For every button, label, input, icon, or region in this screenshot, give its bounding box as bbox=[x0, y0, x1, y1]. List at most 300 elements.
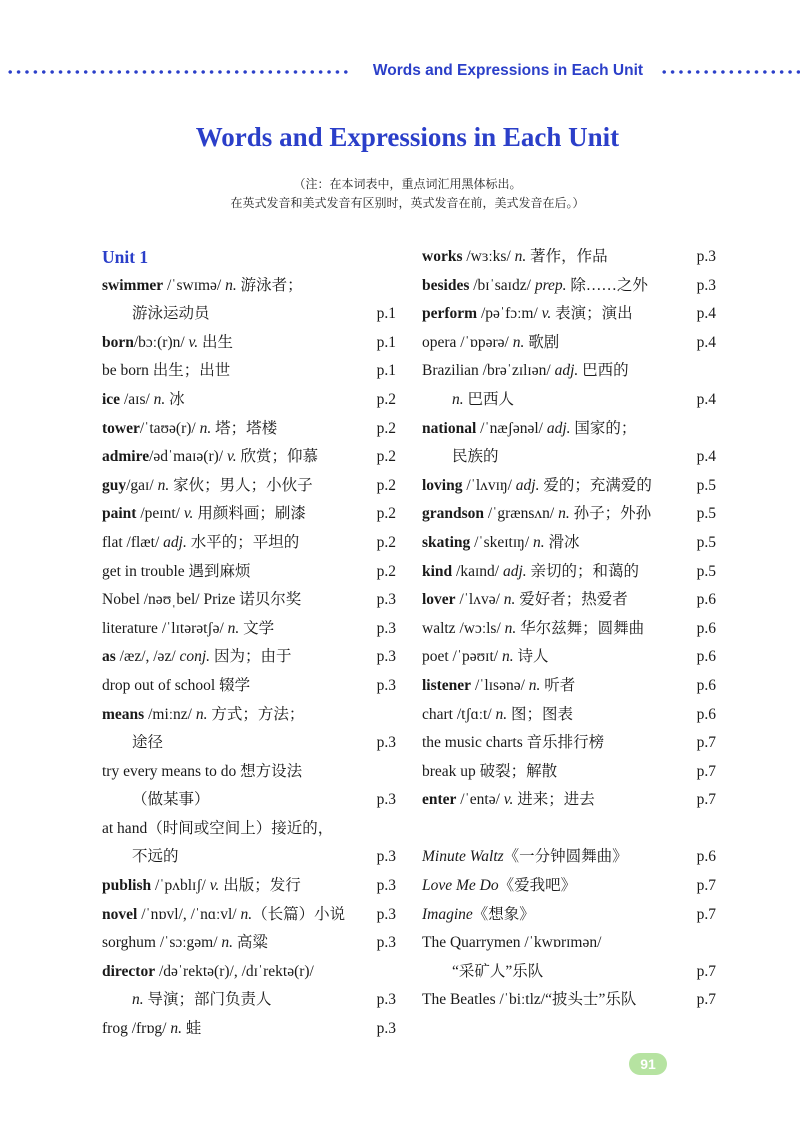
vocab-entry bbox=[102, 929, 396, 958]
dotted-rule-left bbox=[6, 70, 352, 74]
part-of-speech: v. bbox=[541, 305, 552, 323]
entry-text bbox=[422, 243, 608, 272]
part-of-speech: n. bbox=[512, 333, 525, 351]
part-of-speech: conj. bbox=[179, 648, 211, 666]
headword: skating bbox=[422, 533, 471, 551]
page-title: Words and Expressions in Each Unit bbox=[195, 122, 620, 152]
entry-pron: /gaɪ/ bbox=[126, 476, 158, 494]
definition: 欣赏；仰慕 bbox=[236, 448, 318, 466]
entry-text bbox=[422, 901, 535, 930]
vocab-entry bbox=[102, 386, 396, 415]
vocab-entry bbox=[422, 615, 716, 644]
entry-text bbox=[102, 701, 304, 730]
entry-pron: literature /ˈlɪtərətʃə/ bbox=[102, 619, 228, 637]
entry-text bbox=[422, 415, 636, 444]
definition: 出版；发行 bbox=[219, 877, 301, 895]
vocab-entry bbox=[422, 929, 716, 958]
entry-pron: 《爱我吧》 bbox=[498, 877, 577, 895]
left-column bbox=[102, 243, 396, 1044]
definition: 亲切的；和蔼的 bbox=[526, 562, 640, 580]
entry-text bbox=[422, 500, 651, 529]
entry-text bbox=[422, 386, 514, 415]
entry-text bbox=[422, 929, 601, 958]
page-ref: p.5 bbox=[696, 562, 716, 580]
part-of-speech: n. bbox=[501, 648, 514, 666]
headword: kind bbox=[422, 562, 453, 580]
headword: lover bbox=[422, 591, 456, 609]
entry-text bbox=[422, 558, 639, 587]
page-ref: p.3 bbox=[376, 991, 396, 1009]
page-ref: p.1 bbox=[376, 305, 396, 323]
page-ref: p.3 bbox=[376, 877, 396, 895]
vocab-entry bbox=[422, 786, 716, 815]
headword: swimmer bbox=[102, 276, 164, 294]
page-ref: p.3 bbox=[376, 591, 396, 609]
definition: （长篇）小说 bbox=[252, 905, 346, 923]
entry-text bbox=[102, 329, 233, 358]
page-ref: p.2 bbox=[376, 390, 396, 408]
running-header bbox=[0, 60, 800, 84]
definition: 巴西人 bbox=[463, 390, 515, 408]
entry-text bbox=[422, 701, 573, 730]
page-ref: p.3 bbox=[696, 276, 716, 294]
entry-pron: at hand（时间或空间上）接近的， bbox=[102, 819, 334, 837]
entry-text bbox=[422, 300, 633, 329]
vocab-entry bbox=[102, 357, 396, 386]
vocab-entry bbox=[102, 529, 396, 558]
entry-text bbox=[102, 500, 306, 529]
right-column bbox=[422, 243, 716, 1015]
page-ref: p.1 bbox=[376, 333, 396, 351]
page-ref: p.3 bbox=[376, 648, 396, 666]
vocab-entry bbox=[422, 901, 716, 930]
headword: director bbox=[102, 962, 156, 980]
part-of-speech: n. bbox=[528, 676, 541, 694]
vocab-entry bbox=[102, 643, 396, 672]
vocab-entry bbox=[422, 672, 716, 701]
definition: 途径 bbox=[132, 734, 164, 752]
entry-text bbox=[422, 586, 628, 615]
entry-pron: break up 破裂；解散 bbox=[422, 762, 558, 780]
entry-pron: chart /tʃɑːt/ bbox=[422, 705, 496, 723]
part-of-speech: adj. bbox=[502, 562, 527, 580]
entry-pron: opera /ˈɒpərə/ bbox=[422, 333, 513, 351]
entry-text bbox=[422, 529, 580, 558]
headword: besides bbox=[422, 276, 470, 294]
note-line-2: 在英式发音和美式发音有区别时，英式发音在前，美式发音在后。） bbox=[230, 196, 585, 210]
part-of-speech: v. bbox=[503, 791, 514, 809]
vocab-entry bbox=[102, 329, 396, 358]
definition: 滑冰 bbox=[544, 533, 580, 551]
headword: listener bbox=[422, 676, 472, 694]
vocab-entry bbox=[422, 443, 716, 472]
page-number: 91 bbox=[629, 1053, 667, 1075]
part-of-speech: n. bbox=[221, 934, 234, 952]
vocab-entry bbox=[422, 300, 716, 329]
definition: 因为；由于 bbox=[210, 648, 292, 666]
page-ref: p.3 bbox=[376, 905, 396, 923]
part-of-speech: adj. bbox=[515, 476, 540, 494]
definition: 文学 bbox=[239, 619, 275, 637]
entry-pron: /ˈnæʃənəl/ bbox=[476, 419, 547, 437]
entry-text bbox=[422, 615, 644, 644]
page-ref: p.2 bbox=[376, 533, 396, 551]
vocab-entry bbox=[422, 558, 716, 587]
part-of-speech: n. bbox=[504, 619, 517, 637]
entry-pron: The Quarrymen /ˈkwɒrɪmən/ bbox=[422, 934, 602, 952]
unit-heading: Unit 1 bbox=[102, 247, 149, 267]
page-ref: p.6 bbox=[696, 591, 716, 609]
definition: 游泳者； bbox=[236, 276, 303, 294]
entry-text bbox=[102, 672, 250, 701]
definition: 爱的；充满爱的 bbox=[539, 476, 652, 494]
entry-text bbox=[422, 443, 499, 472]
entry-text bbox=[422, 986, 636, 1015]
definition: 塔；塔楼 bbox=[211, 419, 278, 437]
part-of-speech: adj. bbox=[163, 533, 187, 551]
entry-text bbox=[102, 586, 301, 615]
definition: 孙子；外孙 bbox=[569, 505, 652, 523]
page-ref: p.5 bbox=[696, 533, 716, 551]
vocab-entry bbox=[102, 500, 396, 529]
vocab-entry bbox=[422, 386, 716, 415]
vocab-entry bbox=[102, 958, 396, 987]
vocab-entry bbox=[102, 815, 396, 844]
part-of-speech: n. bbox=[227, 619, 240, 637]
entry-pron: 《想象》 bbox=[472, 905, 535, 923]
entry-text bbox=[102, 357, 230, 386]
vocab-entry bbox=[422, 415, 716, 444]
entry-text bbox=[422, 272, 648, 301]
entry-text bbox=[422, 758, 557, 787]
entry-pron: /aɪs/ bbox=[120, 390, 154, 408]
vocab-entry bbox=[102, 843, 396, 872]
headword: grandson bbox=[422, 505, 485, 523]
part-of-speech: adj. bbox=[554, 362, 579, 380]
entry-text bbox=[102, 729, 163, 758]
definition: 不远的 bbox=[132, 848, 179, 866]
vocab-entry bbox=[102, 729, 396, 758]
part-of-speech: v. bbox=[188, 333, 199, 351]
part-of-speech: n. bbox=[240, 905, 253, 923]
entry-pron: poet /ˈpəʊɪt/ bbox=[422, 648, 502, 666]
entry-text bbox=[102, 529, 299, 558]
entry-pron: /ˈlʌvɪŋ/ bbox=[462, 476, 516, 494]
entry-text bbox=[102, 415, 277, 444]
vocab-entry bbox=[102, 472, 396, 501]
headword: works bbox=[422, 248, 463, 265]
headword: publish bbox=[102, 877, 152, 895]
definition: 出生 bbox=[198, 333, 234, 351]
headword: ice bbox=[102, 390, 121, 408]
headword: paint bbox=[102, 505, 137, 523]
vocab-entry bbox=[422, 843, 716, 872]
entry-pron: /peɪnt/ bbox=[136, 505, 184, 523]
entry-pron: sorghum /ˈsɔːgəm/ bbox=[102, 934, 222, 952]
definition: 除……之外 bbox=[566, 276, 648, 294]
page-ref: p.7 bbox=[696, 962, 716, 980]
vocab-entry bbox=[102, 586, 396, 615]
entry-pron: /æz/, /əz/ bbox=[115, 648, 180, 666]
page-ref: p.2 bbox=[376, 448, 396, 466]
title-italic: Love Me Do bbox=[422, 877, 499, 895]
entry-pron: 《一分钟圆舞曲》 bbox=[503, 848, 628, 866]
definition: 巴西的 bbox=[578, 362, 629, 380]
vocab-entry bbox=[422, 701, 716, 730]
page-ref: p.6 bbox=[696, 648, 716, 666]
entry-pron: be born 出生；出世 bbox=[102, 362, 231, 380]
headword: perform bbox=[422, 305, 478, 323]
part-of-speech: v. bbox=[209, 877, 220, 895]
entry-pron: Nobel /nəʊˌbel/ Prize 诺贝尔奖 bbox=[102, 591, 302, 609]
entry-pron: /ˈskeɪtɪŋ/ bbox=[470, 533, 534, 551]
page-ref: p.5 bbox=[696, 476, 716, 494]
definition: 国家的； bbox=[570, 419, 637, 437]
headword: novel bbox=[102, 905, 138, 923]
entry-pron: the music charts 音乐排行榜 bbox=[422, 734, 605, 752]
vocab-entry bbox=[422, 758, 716, 787]
vocab-entry bbox=[422, 529, 716, 558]
definition: 民族的 bbox=[452, 448, 499, 466]
entry-pron: /bɔː(r)n/ bbox=[133, 333, 189, 351]
page-ref: p.3 bbox=[376, 791, 396, 809]
headword: admire bbox=[102, 448, 150, 466]
headword: tower bbox=[102, 419, 140, 437]
entry-text bbox=[102, 300, 210, 329]
page-ref: p.7 bbox=[696, 791, 716, 809]
entry-pron: /ˈlɪsənə/ bbox=[471, 676, 529, 694]
entry-text bbox=[422, 958, 543, 987]
part-of-speech: adj. bbox=[546, 419, 571, 437]
page-ref: p.3 bbox=[376, 734, 396, 752]
entry-text bbox=[422, 329, 559, 358]
page-ref: p.4 bbox=[696, 305, 716, 323]
page-ref: p.4 bbox=[696, 333, 716, 351]
entry-pron: /kaɪnd/ bbox=[452, 562, 503, 580]
section-gap bbox=[422, 815, 716, 844]
vocab-entry bbox=[422, 472, 716, 501]
part-of-speech: v. bbox=[183, 505, 194, 523]
entry-text bbox=[422, 357, 629, 386]
entry-pron: get in trouble 遇到麻烦 bbox=[102, 562, 251, 580]
vocab-entry bbox=[102, 1015, 396, 1044]
vocab-entry bbox=[102, 786, 396, 815]
part-of-speech: prep. bbox=[534, 276, 567, 294]
entry-pron: frog /frɒg/ bbox=[102, 1020, 171, 1038]
entry-text bbox=[102, 843, 179, 872]
entry-text bbox=[422, 729, 604, 758]
entry-text bbox=[422, 643, 548, 672]
entry-pron: /wɜːks/ bbox=[462, 248, 515, 265]
entry-text bbox=[422, 843, 628, 872]
vocab-entry bbox=[102, 758, 396, 787]
page-ref: p.3 bbox=[376, 848, 396, 866]
entry-text bbox=[422, 672, 575, 701]
definition: 歌剧 bbox=[524, 333, 560, 351]
dotted-rule-right bbox=[660, 70, 800, 74]
headword: national bbox=[422, 419, 477, 437]
definition: （做某事） bbox=[132, 791, 210, 809]
definition: 家伙；男人；小伙子 bbox=[169, 476, 313, 494]
definition: 进来；进去 bbox=[513, 791, 595, 809]
entry-text bbox=[102, 786, 210, 815]
part-of-speech: v. bbox=[226, 448, 237, 466]
title-italic: Minute Waltz bbox=[422, 848, 504, 866]
left-entry-list bbox=[102, 272, 396, 1044]
page-ref: p.2 bbox=[376, 419, 396, 437]
entry-text bbox=[102, 643, 291, 672]
page-ref: p.7 bbox=[696, 905, 716, 923]
headword: guy bbox=[102, 476, 127, 494]
entry-text bbox=[102, 386, 185, 415]
entry-text bbox=[102, 986, 272, 1015]
page-ref: p.4 bbox=[696, 390, 716, 408]
headword: loving bbox=[422, 476, 463, 494]
entry-text bbox=[102, 443, 318, 472]
part-of-speech: n. bbox=[495, 705, 508, 723]
page-ref: p.7 bbox=[696, 734, 716, 752]
part-of-speech: n. bbox=[452, 390, 464, 408]
entry-pron: /ˈnɒvl/, /ˈnɑːvl/ bbox=[137, 905, 241, 923]
entry-pron: /ˈpʌblɪʃ/ bbox=[151, 877, 210, 895]
definition: 蛙 bbox=[182, 1020, 202, 1038]
vocab-entry bbox=[102, 558, 396, 587]
definition: 导演；部门负责人 bbox=[143, 991, 272, 1009]
page-ref: p.6 bbox=[696, 705, 716, 723]
page-ref: p.2 bbox=[376, 505, 396, 523]
entry-text bbox=[102, 815, 333, 844]
page-ref: p.4 bbox=[696, 448, 716, 466]
entry-pron: /ˈswɪmə/ bbox=[163, 276, 226, 294]
part-of-speech: n. bbox=[195, 705, 208, 723]
entry-pron: /ədˈmaɪə(r)/ bbox=[149, 448, 227, 466]
part-of-speech: n. bbox=[199, 419, 212, 437]
page-ref: p.6 bbox=[696, 619, 716, 637]
entry-pron: /bɪˈsaɪdz/ bbox=[469, 276, 535, 294]
definition: 高粱 bbox=[233, 934, 268, 952]
part-of-speech: n. bbox=[157, 476, 170, 494]
page-ref: p.7 bbox=[696, 991, 716, 1009]
page-ref: p.3 bbox=[376, 934, 396, 952]
headword: means bbox=[102, 705, 145, 723]
entry-text bbox=[102, 929, 268, 958]
page-ref: p.3 bbox=[376, 1020, 396, 1038]
part-of-speech: n. bbox=[503, 591, 516, 609]
definition: 方式；方法； bbox=[207, 705, 305, 723]
running-header-title: Words and Expressions in Each Unit bbox=[372, 62, 644, 79]
entry-pron: Brazilian /brəˈzɪlɪən/ bbox=[422, 362, 555, 380]
entry-pron: /ˈtaʊə(r)/ bbox=[139, 419, 200, 437]
part-of-speech: n. bbox=[132, 991, 144, 1009]
page-ref: p.3 bbox=[696, 248, 716, 265]
part-of-speech: n. bbox=[533, 533, 545, 551]
entry-pron: waltz /wɔːls/ bbox=[422, 619, 505, 637]
definition: 冰 bbox=[165, 390, 185, 408]
vocab-entry bbox=[422, 872, 716, 901]
entry-text bbox=[102, 901, 345, 930]
definition: 华尔兹舞；圆舞曲 bbox=[516, 619, 645, 637]
entry-text bbox=[422, 472, 652, 501]
entry-text bbox=[102, 758, 302, 787]
headword: as bbox=[102, 648, 116, 666]
vocab-entry bbox=[102, 901, 396, 930]
vocab-entry bbox=[102, 672, 396, 701]
definition: 爱好者；热爱者 bbox=[515, 591, 628, 609]
definition: 用颜料画；刷漆 bbox=[193, 505, 306, 523]
entry-pron: /ˈentə/ bbox=[456, 791, 504, 809]
title-italic: Imagine bbox=[422, 905, 473, 923]
vocab-entry bbox=[102, 872, 396, 901]
vocab-entry bbox=[422, 272, 716, 301]
entry-pron: /dəˈrektə(r)/, /dɪˈrektə(r)/ bbox=[155, 962, 314, 980]
entry-pron: /ˈlʌvə/ bbox=[455, 591, 504, 609]
entry-text bbox=[102, 958, 314, 987]
page-ref: p.3 bbox=[376, 676, 396, 694]
vocab-entry bbox=[422, 643, 716, 672]
entry-pron: flat /flæt/ bbox=[102, 533, 164, 551]
page-ref: p.6 bbox=[696, 848, 716, 866]
vocab-entry bbox=[422, 986, 716, 1015]
entry-text bbox=[102, 272, 303, 301]
vocab-entry bbox=[422, 357, 716, 386]
page-ref: p.5 bbox=[696, 505, 716, 523]
entry-pron: drop out of school 辍学 bbox=[102, 676, 251, 694]
definition: 著作，作品 bbox=[526, 248, 608, 265]
note-line-1: （注：在本词表中，重点词汇用黑体标出。 bbox=[293, 177, 522, 191]
definition: 听者 bbox=[540, 676, 576, 694]
page-ref: p.6 bbox=[696, 676, 716, 694]
entry-pron: The Beatles /ˈbiːtlz/“披头士”乐队 bbox=[422, 991, 637, 1009]
vocab-entry bbox=[422, 586, 716, 615]
definition: 诗人 bbox=[513, 648, 549, 666]
entry-text bbox=[102, 558, 251, 587]
vocab-entry bbox=[422, 958, 716, 987]
vocab-entry bbox=[422, 329, 716, 358]
headword: born bbox=[102, 333, 134, 351]
entry-text bbox=[422, 872, 576, 901]
vocab-entry bbox=[102, 272, 396, 301]
vocab-entry bbox=[422, 729, 716, 758]
page-ref: p.2 bbox=[376, 476, 396, 494]
page-ref: p.1 bbox=[376, 362, 396, 380]
definition: “采矿人”乐队 bbox=[452, 962, 544, 980]
page-ref: p.7 bbox=[696, 877, 716, 895]
entry-pron: /miːnz/ bbox=[144, 705, 196, 723]
entry-text bbox=[102, 1015, 201, 1044]
entry-text bbox=[102, 615, 274, 644]
right-entry-list bbox=[422, 243, 716, 1015]
vocab-entry bbox=[102, 986, 396, 1015]
part-of-speech: n. bbox=[170, 1020, 182, 1038]
part-of-speech: n. bbox=[153, 390, 166, 408]
entry-text bbox=[422, 786, 595, 815]
vocab-entry bbox=[102, 443, 396, 472]
entry-pron: /ˈgrænsʌn/ bbox=[484, 505, 559, 523]
page-ref: p.2 bbox=[376, 562, 396, 580]
vocab-entry bbox=[102, 300, 396, 329]
vocab-entry bbox=[102, 615, 396, 644]
page-ref: p.3 bbox=[376, 619, 396, 637]
part-of-speech: n. bbox=[558, 505, 570, 523]
entry-text bbox=[102, 472, 313, 501]
part-of-speech: n. bbox=[514, 248, 527, 265]
definition: 表演；演出 bbox=[551, 305, 633, 323]
page-ref: p.7 bbox=[696, 762, 716, 780]
definition: 游泳运动员 bbox=[132, 305, 210, 323]
vocab-entry bbox=[422, 500, 716, 529]
headword: enter bbox=[422, 791, 457, 809]
vocab-entry bbox=[102, 415, 396, 444]
